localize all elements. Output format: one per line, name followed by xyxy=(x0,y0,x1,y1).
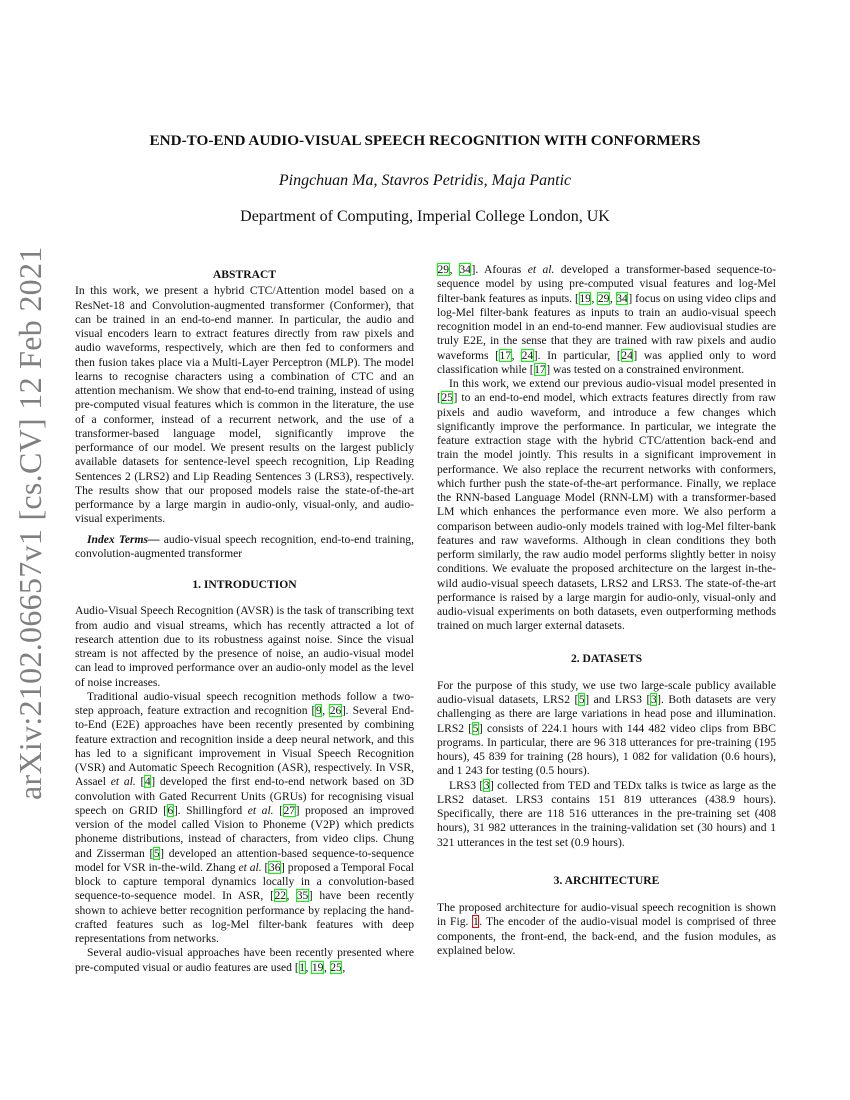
citation-link[interactable]: 35 xyxy=(296,889,309,903)
paragraph: Traditional audio-visual speech recognition methods follow a two-step approach, feature extraction and recognition [9, 26]. Several End-to-End (E2E) approaches have been recently presented by combining feature extraction and recognition inside a deep neural network, and this has led to a significant improvement in Visual Speech Recognition (VSR) and Automatic Speech Recognition (ASR), respectively. In VSR, Assael et al. [4] developed the first end-to-end network based on 3D convolution with Gated Recurrent Units (GRUs) for recognising visual speech on GRID [6]. Shillingford et al. [27] proposed an improved version of the model called Vision to Phoneme (V2P) which predicts phoneme distributions, instead of characters, from video clips. Chung and Zisserman [5] developed an attention-based sequence-to-sequence model for VSR in-the-wild. Zhang et al. [36] proposed a Temporal Focal block to capture temporal dynamics locally in a convolution-based sequence-to-sequence model. In ASR, [22, 35] have been recently shown to achieve better recognition performance by replacing the hand-crafted features such as log-Mel filter-bank features with deep representations from networks. xyxy=(75,689,415,945)
citation-link[interactable]: 22 xyxy=(274,889,287,903)
intro-body xyxy=(75,604,414,975)
paragraph: In this work, we extend our previous audio-visual model presented in [25] to an end-to-end model, which extracts features directly from raw pixels and audio waveform, and introduce a few changes which significantly improve the performance. In particular, we integrate the feature extraction stage with the hybrid CTC/attention back-end and train the model jointly. This results in a significant improvement in performance. We also replace the recurrent networks with conformers, which further push the state-of-the-art performance. Finally, we replace the RNN-based Language Model (RNN-LM) with a transformer-based LM which enhances the performance even more. We also perform a comparison between audio-only models trained with log-Mel filter-bank features and raw waveforms. Although in clean conditions they both perform similarly, the raw audio model performs slightly better in noisy conditions. We evaluate the proposed architecture on the largest in-the-wild audio-visual speech datasets, LRS2 and LRS3. The state-of-the-art performance is raised by a large margin for audio-only, visual-only and audio-visual experiments on both datasets, even outperforming methods trained on much larger external datasets. xyxy=(437,377,776,633)
citation-link[interactable]: 5 xyxy=(472,721,479,735)
paper-title: END-TO-END AUDIO-VISUAL SPEECH RECOGNITION WITH CONFORMERS xyxy=(149,132,701,149)
citation-link[interactable]: 3 xyxy=(650,693,657,706)
citation-link[interactable]: 9 xyxy=(315,704,322,717)
intro-body-continued xyxy=(437,263,776,634)
datasets-heading: 2. DATASETS xyxy=(570,651,643,665)
citation-link[interactable]: 25 xyxy=(330,960,342,974)
citation-link[interactable]: 3 xyxy=(483,778,490,792)
italic-text: et al. xyxy=(527,263,555,276)
paragraph: 29, 34]. Afouras et al. developed a transformer-based sequence-to-sequence model by using pre-computed visual features and log-Mel filter-bank features as inputs. [19, 29, 34] focus on using video clips and log-Mel filter-bank features as inputs to train an audio-visual speech recognition model in an end-to-end manner. Few audiovisual studies are truly E2E, in the sense that they are trained with raw pixels and audio waveforms [17, 24]. In particular, [24] was applied only to word classification while [17] was tested on a constrained environment. xyxy=(437,263,777,376)
citation-link[interactable]: 25 xyxy=(441,391,453,405)
citation-link[interactable]: 36 xyxy=(268,860,281,874)
figure-link[interactable]: 1 xyxy=(472,915,479,929)
intro-heading: 1. INTRODUCTION xyxy=(192,578,297,591)
paragraph: The proposed architecture for audio-visual speech recognition is shown in Fig. 1. The encoder of the audio-visual model is comprised of three components, the front-end, the back-end, and the fusion modules, as explained below. xyxy=(437,901,777,957)
citation-link[interactable]: 6 xyxy=(167,803,174,817)
citation-link[interactable]: 29 xyxy=(437,263,450,276)
affiliation: Department of Computing, Imperial College London, UK xyxy=(240,208,610,225)
citation-link[interactable]: 5 xyxy=(578,693,585,706)
abstract-text: In this work, we present a hybrid CTC/Attention model based on a ResNet-18 and Convolution-augmented transformer (Conformer), that can be trained in an end-to-end manner. In particular, the audio and visual encoders learn to extract features directly from raw pixels and audio waveforms, respectively, which are then fed to conformers and then fusion takes place via a Multi-Layer Perceptron (MLP). The model learns to recognise characters using a combination of CTC and an attention mechanism. We show that end-to-end training, instead of using pre-computed visual features which is common in the literature, the use of a conformer, instead of a recurrent network, and the use of a transformer-based language model, significantly improve the performance of our model. We present results on the largest publicly available datasets for sentence-level speech recognition, Lip Reading Sentences 2 (LRS2) and Lip Reading Sentences 3 (LRS3), respectively. The results show that our proposed models raise the state-of-the-art performance by a large margin in audio-only, visual-only, and audio-visual experiments. xyxy=(75,284,414,526)
left-column xyxy=(75,268,414,975)
citation-link[interactable]: 26 xyxy=(329,704,342,717)
citation-link[interactable]: 24 xyxy=(521,348,534,362)
architecture-body xyxy=(437,901,776,958)
citation-link[interactable]: 17 xyxy=(499,348,512,362)
paragraph: Several audio-visual approaches have been recently presented where pre-computed visual or audio features are used [1, 19, 25, xyxy=(75,946,414,974)
datasets-body xyxy=(437,679,776,850)
citation-link[interactable]: 34 xyxy=(616,291,628,305)
citation-link[interactable]: 24 xyxy=(621,348,633,362)
italic-text: et al. xyxy=(110,775,136,789)
arxiv-stamp: arXiv:2102.06657v1 [cs.CV] 12 Feb 2021 xyxy=(12,246,48,800)
italic-text: et al. xyxy=(247,803,274,817)
citation-link[interactable]: 17 xyxy=(534,362,546,376)
paragraph: Audio-Visual Speech Recognition (AVSR) is the task of transcribing text from audio and visual streams, which has recently attracted a lot of research attention due to its robustness against noise. Since the visual stream is not affected by the presence of noise, an audio-visual model can lead to improved performance over an audio-only model as the level of noise increases. xyxy=(75,604,414,689)
citation-link[interactable]: 27 xyxy=(283,803,296,817)
citation-link[interactable]: 34 xyxy=(459,263,471,276)
abstract-heading: ABSTRACT xyxy=(212,268,277,281)
index-terms-text: audio-visual speech recognition, end-to-end training, convolution-augmented transformer xyxy=(75,532,414,560)
architecture-heading: 3. ARCHITECTURE xyxy=(553,873,660,887)
citation-link[interactable]: 1 xyxy=(299,960,306,974)
paragraph: LRS3 [3] collected from TED and TEDx talks is twice as large as the LRS2 dataset. LRS3 contains 151 819 utterances (438.9 hours). Specifically, there are 118 516 utterances in the pre-training set (408 hours), 31 982 utterances in the training-validation set (30 hours) and 1 321 utterances in the test set (0.9 hours). xyxy=(437,778,776,849)
citation-link[interactable]: 19 xyxy=(311,960,324,974)
paragraph: For the purpose of this study, we use two large-scale publicy available audio-visual datasets, LRS2 [5] and LRS3 [3]. Both datasets are very challenging as there are large variations in head pose and illumination. LRS2 [5] consists of 224.1 hours with 144 482 video clips from BBC programs. In particular, there are 96 318 utterances for pre-training (195 hours), 45 839 for training (28 hours), 1 082 for validation (0.6 hours), and 1 243 for testing (0.5 hours). xyxy=(437,678,776,778)
citation-link[interactable]: 29 xyxy=(597,291,610,305)
citation-link[interactable]: 5 xyxy=(153,846,160,860)
authors: Pingchuan Ma, Stavros Petridis, Maja Pantic xyxy=(278,172,572,189)
citation-link[interactable]: 19 xyxy=(579,291,591,305)
index-terms-label: Index Terms— xyxy=(87,532,160,546)
right-column xyxy=(437,263,776,958)
italic-text: et al. xyxy=(238,860,262,874)
citation-link[interactable]: 4 xyxy=(144,775,151,789)
index-terms xyxy=(75,533,414,562)
